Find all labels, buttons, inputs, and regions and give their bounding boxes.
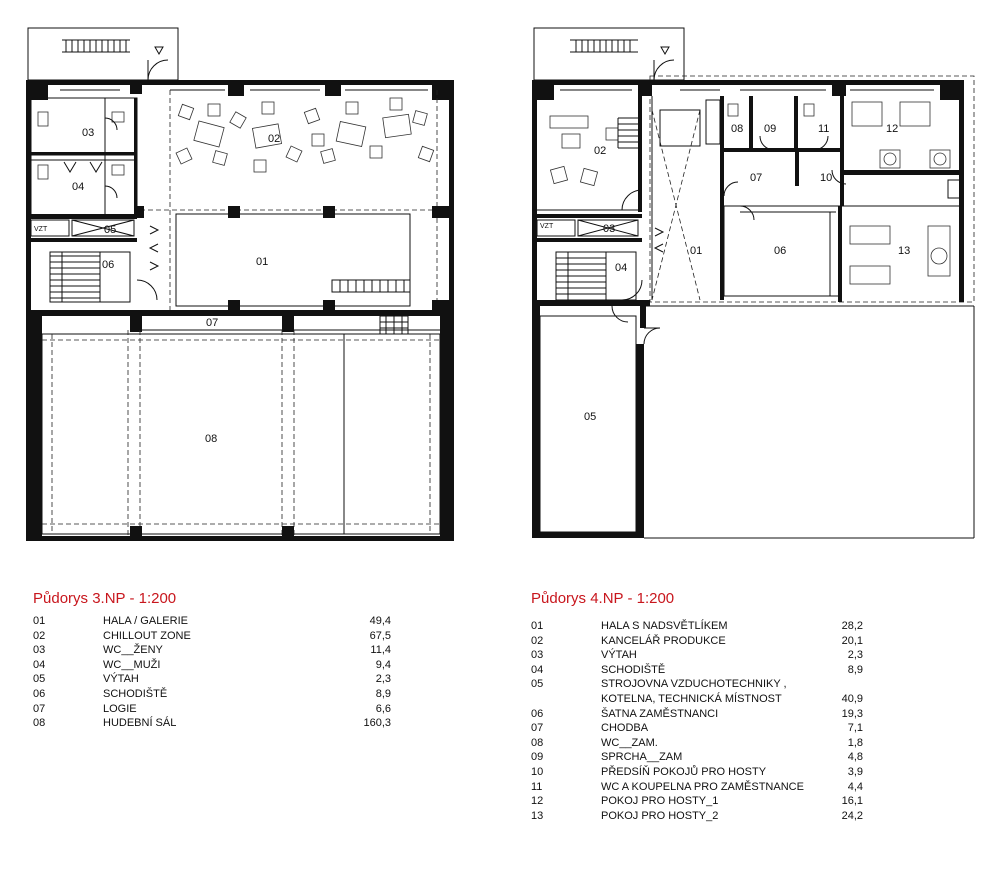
room-area: 4,4: [847, 780, 863, 793]
room-number: 04: [531, 663, 544, 676]
room-number: [531, 692, 601, 707]
room-area: 24,2: [841, 809, 863, 822]
room-number: 03: [33, 644, 46, 657]
room-name: KANCELÁŘ PRODUKCE: [601, 634, 726, 647]
room-number: 06: [33, 687, 46, 700]
roof-terrace: [534, 28, 684, 80]
room-name: PŘEDSÍŇ POKOJŮ PRO HOSTY: [601, 765, 767, 778]
room-area: 160,3: [363, 717, 391, 730]
plan4-heading: Půdorys 4.NP - 1:200: [531, 590, 675, 607]
room-area: 19,3: [841, 707, 863, 720]
room-number: 07: [33, 702, 46, 715]
room-number: 02: [531, 634, 544, 647]
room-row: [33, 672, 391, 687]
room-name: WC A KOUPELNA PRO ZAMĚSTNANCE: [601, 780, 804, 793]
room-area: [833, 677, 863, 692]
room-area: 8,9: [375, 687, 391, 700]
room-area: 6,6: [375, 702, 391, 715]
room-label-04: 04: [72, 181, 85, 193]
room-label-01: 01: [690, 245, 703, 257]
room-row: [531, 780, 863, 795]
room-label-01: 01: [256, 256, 269, 268]
room-number: 03: [531, 649, 544, 662]
room-row: [531, 721, 863, 736]
room-label-03: 03: [82, 127, 95, 139]
room-row: [531, 692, 863, 707]
room-area: 3,9: [847, 765, 863, 778]
room-name: CHODBA: [601, 722, 649, 735]
room-label-06: 06: [102, 259, 115, 271]
room-label-09: 09: [764, 123, 777, 135]
room-number: 12: [531, 795, 544, 808]
room-number: 05: [33, 673, 46, 686]
room-number: 02: [33, 629, 46, 642]
room-row: [531, 707, 863, 722]
staircase: [618, 118, 638, 148]
room-area: 20,1: [841, 634, 863, 647]
room-name: WC__ZAM.: [601, 736, 658, 749]
room-number: 08: [33, 717, 46, 730]
plan3-heading: Půdorys 3.NP - 1:200: [33, 590, 177, 607]
room-area: 40,9: [841, 692, 863, 705]
room-area: 8,9: [847, 663, 863, 676]
room-row: [531, 663, 863, 678]
room-row: [531, 677, 863, 692]
room-number: 04: [33, 658, 46, 671]
chillout-furniture: [176, 98, 434, 172]
room-name: POKOJ PRO HOSTY_2: [601, 809, 719, 822]
room-area: 16,1: [841, 795, 863, 808]
room-name: KOTELNA, TECHNICKÁ MÍSTNOST: [601, 692, 782, 705]
room-label-12: 12: [886, 123, 899, 135]
toilet-icon: [38, 165, 48, 179]
room-number: 01: [531, 620, 544, 632]
room-area: 4,8: [847, 751, 863, 764]
room-label-07: 07: [206, 317, 219, 329]
floor-plan-4np: [532, 28, 974, 538]
room-number: 01: [33, 615, 46, 627]
room-name: POKOJ PRO HOSTY_1: [601, 795, 719, 808]
room-number: 07: [531, 722, 544, 735]
room-row: [33, 716, 391, 731]
room-row: [33, 658, 391, 673]
floor-plan-3np: [26, 28, 454, 541]
room-label-06: 06: [774, 245, 787, 257]
room-row: [531, 648, 863, 663]
room-row: [33, 614, 391, 629]
room-name: WC__MUŽI: [103, 658, 161, 671]
room-label-05: 05: [104, 224, 117, 236]
room-label-08: 08: [205, 433, 218, 445]
vzt-label: VZT: [540, 223, 554, 230]
technical-room: [540, 316, 636, 532]
room-row: [531, 750, 863, 765]
room-name: HALA S NADSVĚTLÍKEM: [601, 620, 728, 632]
room-name: VÝTAH: [103, 673, 139, 686]
room-row: [33, 629, 391, 644]
room-area: 7,1: [847, 722, 863, 735]
staircase: [556, 252, 636, 300]
vzt-label: VZT: [34, 226, 48, 233]
room-row: [531, 634, 863, 649]
room-name: WC__ŽENY: [103, 644, 163, 657]
room-row: [531, 794, 863, 809]
music-hall: [42, 334, 440, 534]
room-area: 28,2: [841, 620, 863, 632]
room-name: CHILLOUT ZONE: [103, 629, 191, 642]
room-name: VÝTAH: [601, 649, 637, 662]
room-area: 2,3: [375, 673, 391, 686]
room-name: SCHODIŠTĚ: [601, 663, 666, 676]
room-row: [531, 809, 863, 824]
room-name: SCHODIŠTĚ: [103, 687, 168, 700]
room-area: 11,4: [370, 644, 391, 657]
room-number: 06: [531, 707, 544, 720]
room-number: 05: [531, 678, 544, 691]
room-number: 11: [531, 780, 543, 793]
entry-arrow-icon: [661, 47, 669, 54]
room-name: SPRCHA__ZAM: [601, 751, 683, 764]
room-area: 49,4: [369, 615, 391, 627]
room-row: [33, 687, 391, 702]
entry-arrow-icon: [155, 47, 163, 54]
room-label-07: 07: [750, 172, 763, 184]
plan4-room-table: [531, 619, 863, 823]
room-label-02: 02: [594, 145, 607, 157]
terrace-stair-hatch: [570, 40, 638, 52]
room-label-11: 11: [818, 123, 830, 135]
room-name: HUDEBNÍ SÁL: [103, 717, 177, 730]
room-number: 10: [531, 765, 544, 778]
room-label-08: 08: [731, 123, 744, 135]
room-area: 2,3: [847, 649, 863, 662]
room-label-04: 04: [615, 262, 628, 274]
room-row: [531, 736, 863, 751]
room-row: [33, 702, 391, 717]
room-label-10: 10: [820, 172, 833, 184]
room-area: 67,5: [369, 629, 391, 642]
room-row: [531, 765, 863, 780]
room-area: 9,4: [375, 658, 391, 671]
room-number: 09: [531, 751, 544, 764]
room-number: 13: [531, 809, 544, 822]
room-name: HALA / GALERIE: [103, 615, 188, 627]
room-row: [531, 619, 863, 634]
staircase: [50, 252, 130, 302]
room-name: LOGIE: [103, 702, 137, 715]
arrow-icon: [150, 262, 158, 270]
room-name: STROJOVNA VZDUCHOTECHNIKY ,: [601, 678, 787, 691]
hall-stair: [332, 280, 410, 292]
room-label-05: 05: [584, 411, 597, 423]
room-name: ŠATNA ZAMĚSTNANCI: [601, 707, 719, 720]
room-area: 1,8: [847, 736, 863, 749]
room-label-13: 13: [898, 245, 911, 257]
toilet-icon: [38, 112, 48, 126]
arrow-icon: [150, 244, 158, 252]
room-number: 08: [531, 736, 544, 749]
terrace-stair-hatch: [62, 40, 130, 52]
room-label-03: 03: [603, 223, 616, 235]
room-row: [33, 643, 391, 658]
arrow-icon: [150, 226, 158, 234]
room-label-02: 02: [268, 133, 281, 145]
roof-terrace: [28, 28, 178, 80]
plan3-room-table: [33, 614, 391, 731]
